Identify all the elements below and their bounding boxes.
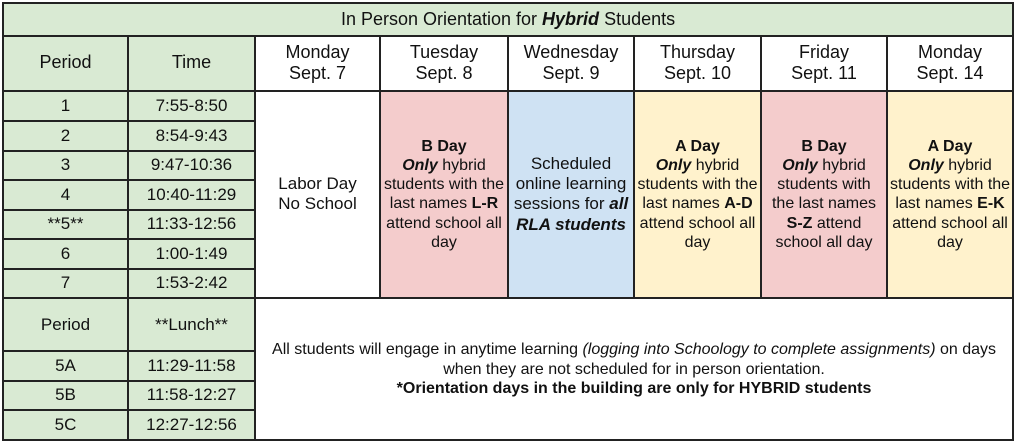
title-suffix: Students bbox=[599, 8, 676, 29]
day-header-monday-sept-14 bbox=[887, 36, 1013, 91]
weekday: Thursday bbox=[659, 41, 736, 62]
tuesday-b-day-cell bbox=[380, 91, 508, 299]
period-header: Period bbox=[3, 36, 128, 91]
cell-text: attend school all day bbox=[639, 214, 756, 251]
day-header-tuesday-sept-8 bbox=[380, 36, 508, 91]
note-italic: (logging into Schoology to complete assignments) bbox=[582, 341, 936, 359]
time-cell: 1:00-1:49 bbox=[128, 239, 255, 269]
name-range: A-D bbox=[724, 195, 753, 213]
lunch-time-cell: 12:27-12:56 bbox=[128, 410, 255, 440]
cell-text: hybrid students with the last names bbox=[637, 157, 758, 213]
lunch-period-cell: 5B bbox=[3, 381, 128, 411]
cell-text: hybrid students with the last names bbox=[383, 157, 505, 213]
date: Sept. 7 bbox=[288, 63, 347, 84]
date: Sept. 10 bbox=[663, 63, 732, 84]
only-emphasis: Only bbox=[782, 157, 818, 175]
note-bold: *Orientation days in the building are only for HYBRID students bbox=[396, 379, 872, 397]
time-cell: 11:33-12:56 bbox=[128, 210, 255, 240]
orientation-schedule-table bbox=[2, 2, 1014, 441]
day-type: A Day bbox=[675, 137, 720, 155]
weekday: Friday bbox=[798, 41, 849, 62]
weekday: Wednesday bbox=[523, 41, 619, 62]
wednesday-online-cell bbox=[508, 91, 634, 299]
period-cell: 1 bbox=[3, 91, 128, 122]
note-text: All students will engage in anytime learning bbox=[272, 341, 583, 359]
time-cell: 10:40-11:29 bbox=[128, 180, 255, 210]
lunch-time-cell: 11:29-11:58 bbox=[128, 351, 255, 381]
time-cell: 1:53-2:42 bbox=[128, 269, 255, 299]
period-cell: 2 bbox=[3, 121, 128, 151]
monday-a-day-cell bbox=[887, 91, 1013, 299]
rla-emphasis: all RLA students bbox=[516, 194, 629, 234]
only-emphasis: Only bbox=[908, 157, 944, 175]
time-cell: 7:55-8:50 bbox=[128, 91, 255, 122]
period-cell: 6 bbox=[3, 239, 128, 269]
period-cell: **5** bbox=[3, 210, 128, 240]
only-emphasis: Only bbox=[402, 157, 438, 175]
day-type: B Day bbox=[421, 137, 467, 155]
weekday: Monday bbox=[918, 41, 983, 62]
labor-day-cell bbox=[255, 91, 380, 299]
title-prefix: In Person Orientation for bbox=[340, 8, 543, 29]
name-range: L-R bbox=[471, 195, 499, 213]
weekday: Monday bbox=[285, 41, 350, 62]
cell-text: Scheduled online learning sessions for bbox=[513, 153, 627, 214]
lunch-time-cell: 11:58-12:27 bbox=[128, 381, 255, 411]
title-emphasis: Hybrid bbox=[542, 8, 600, 29]
day-type: B Day bbox=[801, 137, 847, 155]
table-title bbox=[3, 3, 1013, 36]
lunch-period-cell: 5C bbox=[3, 410, 128, 440]
date: Sept. 14 bbox=[916, 63, 984, 84]
time-header: Time bbox=[128, 36, 255, 91]
time-cell: 8:54-9:43 bbox=[128, 121, 255, 151]
day-header-monday-sept-7 bbox=[255, 36, 380, 91]
only-emphasis: Only bbox=[655, 157, 692, 175]
period-cell: 4 bbox=[3, 180, 128, 210]
thursday-a-day-cell bbox=[634, 91, 761, 299]
date: Sept. 8 bbox=[415, 63, 473, 84]
cell-text: attend school all day bbox=[386, 214, 502, 251]
cell-text: attend school all day bbox=[892, 214, 1008, 251]
name-range: E-K bbox=[977, 195, 1005, 213]
day-header-thursday-sept-10 bbox=[634, 36, 761, 91]
day-header-wednesday-sept-9 bbox=[508, 36, 634, 91]
lunch-period-cell: 5A bbox=[3, 351, 128, 381]
name-range: S-Z bbox=[786, 214, 813, 232]
date: Sept. 9 bbox=[542, 63, 600, 84]
labor-day-line2: No School bbox=[278, 194, 357, 214]
period-cell: 3 bbox=[3, 151, 128, 181]
lunch-period-header: Period bbox=[3, 298, 128, 351]
date: Sept. 11 bbox=[791, 63, 857, 84]
note-text: on days when they are not scheduled for in person orientation. bbox=[443, 341, 997, 378]
cell-text: hybrid students with the last names bbox=[771, 157, 877, 213]
friday-b-day-cell bbox=[761, 91, 887, 299]
period-cell: 7 bbox=[3, 269, 128, 299]
labor-day-line1: Labor Day bbox=[278, 174, 357, 194]
day-header-friday-sept-11 bbox=[761, 36, 887, 91]
anytime-learning-note bbox=[255, 298, 1013, 440]
time-cell: 9:47-10:36 bbox=[128, 151, 255, 181]
lunch-header: **Lunch** bbox=[128, 298, 255, 351]
weekday: Tuesday bbox=[409, 41, 479, 62]
cell-text: hybrid students with the last names bbox=[890, 157, 1011, 213]
cell-text: attend school all day bbox=[775, 214, 873, 251]
day-type: A Day bbox=[927, 137, 973, 155]
